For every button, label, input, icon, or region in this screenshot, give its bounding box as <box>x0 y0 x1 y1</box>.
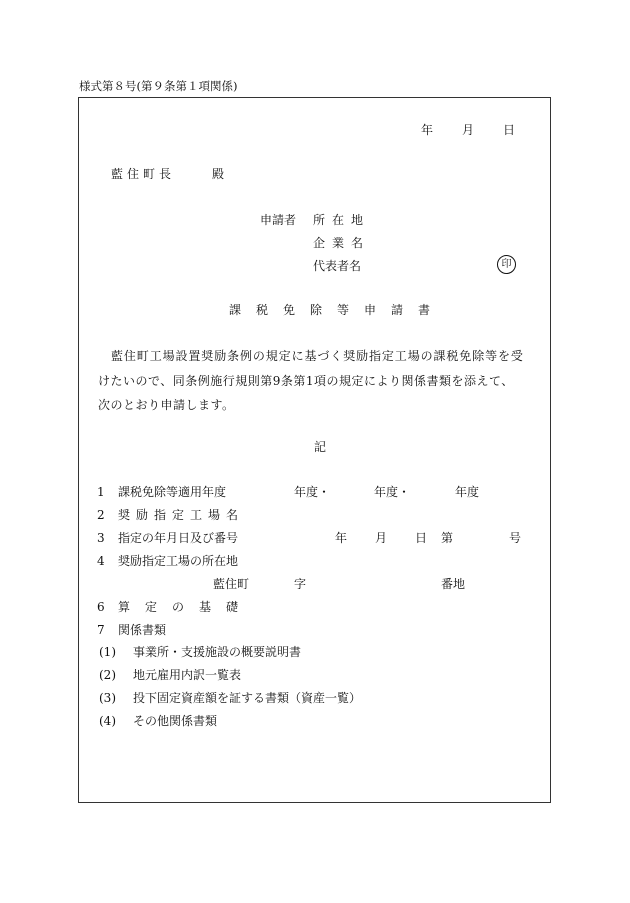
item-3-year: 年 <box>335 531 348 545</box>
document-4-label: その他関係書類 <box>133 714 218 728</box>
item-3-label: 指定の年月日及び番号 <box>118 531 239 545</box>
item-7-number: 7 <box>97 623 105 637</box>
applicant-representative-label: 代表者名 <box>313 259 362 273</box>
document-title: 課税免除等申請書 <box>229 303 446 317</box>
seal-mark: 印 <box>497 255 516 274</box>
addressee-honorific: 殿 <box>212 167 225 181</box>
body-line-3: 次のとおり申請します。 <box>98 398 235 412</box>
item-2-label: 奨励指定工場名 <box>118 508 245 522</box>
document-2-number: (2) <box>99 668 116 682</box>
item-4-number: 4 <box>97 554 105 568</box>
item-1-fiscal-year-1: 年度・ <box>294 485 331 499</box>
body-line-2: けたいので、同条例施行規則第9条第1項の規定により関係書類を添えて、 <box>98 374 514 388</box>
applicant-company-label: 企業名 <box>313 236 371 250</box>
item-1-fiscal-year-3: 年度 <box>455 485 480 499</box>
item-4-banchi: 番地 <box>441 577 466 591</box>
item-2-number: 2 <box>97 508 105 522</box>
form-number-label: 様式第８号(第９条第１項関係) <box>79 79 238 93</box>
document-3-number: (3) <box>99 691 116 705</box>
body-line-1: 藍住町工場設置奨励条例の規定に基づく奨励指定工場の課税免除等を受 <box>111 349 524 363</box>
applicant-address-label: 所在地 <box>313 213 371 227</box>
item-3-day: 日 <box>415 531 428 545</box>
item-4-label: 奨励指定工場の所在地 <box>118 554 239 568</box>
item-6-label: 算定の基礎 <box>118 600 254 614</box>
item-1-fiscal-year-2: 年度・ <box>374 485 411 499</box>
document-4-number: (4) <box>99 714 116 728</box>
document-1-label: 事業所・支援施設の概要説明書 <box>133 645 302 659</box>
applicant-heading: 申請者 <box>260 213 297 227</box>
item-3-dai: 第 <box>441 531 454 545</box>
item-1-label: 課税免除等適用年度 <box>118 485 227 499</box>
item-4-town: 藍住町 <box>213 577 250 591</box>
item-1-number: 1 <box>97 485 105 499</box>
ki-heading: 記 <box>314 440 327 454</box>
document-2-label: 地元雇用内訳一覧表 <box>133 668 242 682</box>
document-3-label: 投下固定資産額を証する書類（資産一覧） <box>133 691 362 705</box>
addressee-name: 藍住町長 <box>111 167 176 181</box>
date-day-label: 日 <box>503 123 516 137</box>
item-4-aza: 字 <box>294 577 307 591</box>
item-7-label: 関係書類 <box>118 623 167 637</box>
date-year-label: 年 <box>421 123 434 137</box>
date-month-label: 月 <box>462 123 475 137</box>
item-3-go: 号 <box>509 531 522 545</box>
item-3-month: 月 <box>375 531 388 545</box>
item-6-number: 6 <box>97 600 105 614</box>
document-1-number: (1) <box>99 645 116 659</box>
item-3-number: 3 <box>97 531 105 545</box>
